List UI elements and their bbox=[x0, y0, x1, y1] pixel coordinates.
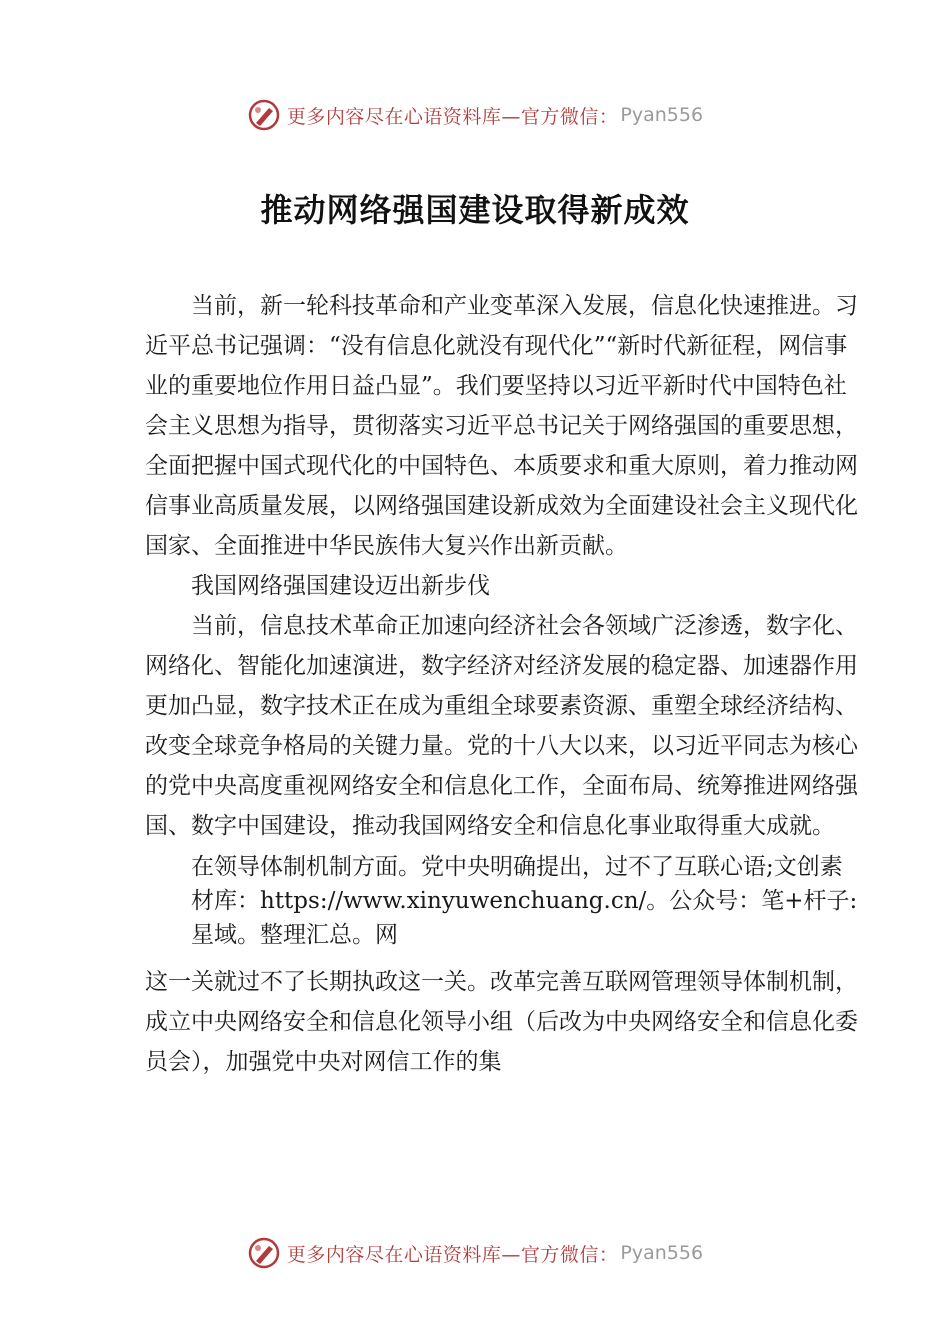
section-heading: 我国网络强国建设迈出新步伐 bbox=[191, 573, 490, 599]
banner-text: 更多内容尽在心语资料库—官方微信： bbox=[286, 105, 619, 128]
pen-logo-icon bbox=[247, 1236, 281, 1270]
banner-wechat-id: Pyan556 bbox=[620, 1242, 704, 1264]
paragraph: 当前，新一轮科技革命和产业变革深入发展，信息化快速推进。习近平总书记强调：“没有信息化就没有现代化”“新时代新征程，网信事业的重要地位作用日益凸显”。我们要坚持以习近平新时代中国特色社会主义思想为指导，贯彻落实习近平总书记关于网络强国的重要思想，全面把握中国式现代化的中国特色、本质要求和重大原则，着力推动网信事业高质量发展，以网络强国建设新成效为全面建设社会主义现代化国家、全面推进中华民族伟大复兴作出新贡献。 bbox=[145, 293, 858, 559]
banner-text: 更多内容尽在心语资料库—官方微信： bbox=[286, 1243, 619, 1266]
paragraph-continuation: 这一关就过不了长期执政这一关。改革完善互联网管理领导体制机制，成立中央网络安全和信息化领导小组（后改为中央网络安全和信息化委员会），加强党中央对网信工作的集 bbox=[145, 969, 858, 1075]
paragraph: 当前，信息技术革命正加速向经济社会各领域广泛渗透，数字化、网络化、智能化加速演进，数字经济对经济发展的稳定器、加速器作用更加凸显，数字技术正在成为重组全球要素资源、重塑全球经济结构、改变全球竞争格局的关键力量。党的十八大以来，以习近平同志为核心的党中央高度重视网络安全和信息化工作，全面布局、统筹推进网络强国、数字中国建设，推动我国网络安全和信息化事业取得重大成就。 bbox=[145, 613, 858, 839]
footer-banner bbox=[0, 1233, 950, 1273]
document-body bbox=[145, 286, 865, 1082]
header-banner bbox=[0, 95, 950, 135]
banner-wechat-id: Pyan556 bbox=[620, 104, 704, 126]
pen-logo-icon bbox=[247, 98, 281, 132]
document-title: 推动网络强国建设取得新成效 bbox=[260, 191, 690, 229]
source-notice: 在领导体制机制方面。党中央明确提出，过不了互联心语;文创素材库：https://www.xinyuwenchuang.cn/。公众号：笔+杆子:星域。整理汇总。网 bbox=[191, 854, 858, 948]
